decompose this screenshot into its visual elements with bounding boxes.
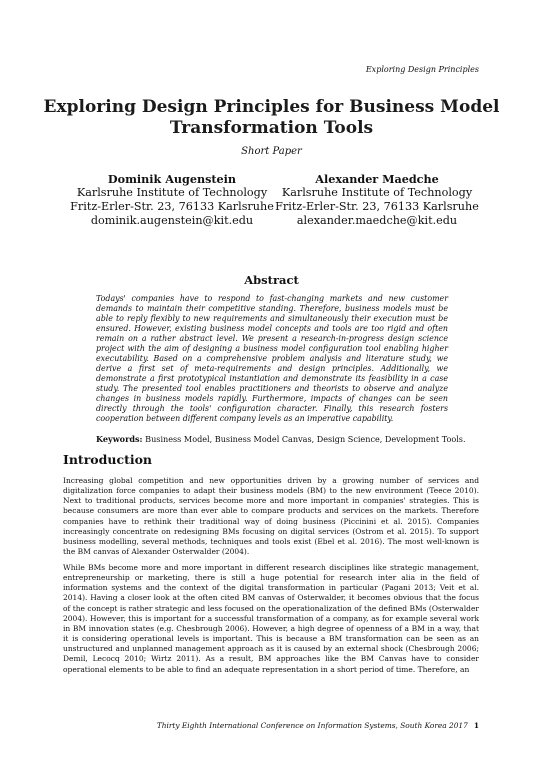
body-paragraph: While BMs become more and more important in different research disciplines like strategic management, entrepreneurship or marketing, there is still a huge potential for research inter alia in the field of information systems and the context of the digital transformation in particular (Pagani 2013; Veit et al. 2014). Having a closer look at the often cited BM canvas of Osterwalder, it becomes obvious that the focus of the concept is rather strategic and less focused on the operationalization of the defined BMs (Osterwalder 2004). However, this is important for a successful transformation of a company, as for example several work in BM innovation states (e.g. Chesbrough 2006). However, a high degree of openness of a BM in a way, that it is considering operational levels is important. This is because a BM transformation can be seen as an unstructured and unplanned management approach as it is caused by an external shock (Chesbrough 2006; Demil, Lecocq 2010; Wirtz 2011). As a result, BM approaches like the BM Canvas have to consider operational elements to be able to find an adequate representation in a short period of time. Therefore, an [63, 563, 479, 674]
keywords-text: Business Model, Business Model Canvas, Design Science, Development Tools. [145, 434, 466, 444]
running-head: Exploring Design Principles [365, 65, 479, 74]
abstract-heading: Abstract [244, 273, 299, 287]
author-email: dominik.augenstein@kit.edu [90, 214, 254, 227]
section-heading: Introduction [63, 452, 153, 467]
author-name: Dominik Augenstein [107, 172, 237, 186]
author-address: Fritz-Erler-Str. 23, 76133 Karlsruhe [70, 200, 274, 213]
author-address: Fritz-Erler-Str. 23, 76133 Karlsruhe [275, 200, 479, 213]
author-block [62, 172, 282, 228]
paper-title: Exploring Design Principles for Business Model Transformation Tools [43, 97, 500, 138]
page-number: 1 [473, 721, 479, 730]
footer-text: Thirty Eighth International Conference on Information Systems, South Korea 2017 [156, 721, 468, 730]
author-name: Alexander Maedche [315, 172, 439, 186]
keywords-line [96, 434, 476, 444]
author-affiliation: Karlsruhe Institute of Technology [76, 186, 268, 199]
author-email: alexander.maedche@kit.edu [296, 214, 458, 227]
abstract-text: Todays' companies have to respond to fast-changing markets and new customer demands to maintain their competitive standing. Therefore, business models must be able to reply flexibly to new requirements and simultaneously their execution must be ensured. However, existing business model concepts and tools are too rigid and often remain on a rather abstract level. We present a research-in-progress design science project with the aim of designing a business model configuration tool enabling higher executability. Based on a comprehensive problem analysis and literature study, we derive a first set of meta-requirements and design principles. Additionally, we demonstrate a first prototypical instantiation and demonstrate its feasibility in a case study. The presented tool enables practitioners and theorists to observe and analyze changes in business models rapidly. Furthermore, impacts of changes can be seen directly through the tools' configuration character. Finally, this research fosters cooperation between different company levels as an imperative capability. [96, 294, 448, 423]
author-block [262, 172, 492, 228]
paper-subtitle: Short Paper [241, 146, 302, 157]
keywords-label: Keywords: [96, 434, 143, 444]
author-affiliation: Karlsruhe Institute of Technology [281, 186, 473, 199]
body-paragraph: Increasing global competition and new opportunities driven by a growing number of services and digitalization force companies to adapt their business models (BM) to the new environment (Teece 2010). Next to traditional products, services become more and more important in companies' strategies. This is because consumers are more than ever able to compare products and services on the markets. Therefore companies have to rethink their traditional way of doing business (Piccinini et al. 2015). Companies increasingly concentrate on redesigning BMs focusing on digital services (Ostrom et al. 2015). To support business modelling, several methods, techniques and tools exist (Ebel et al. 2016). The most well-known is the BM canvas of Alexander Osterwalder (2004). [63, 476, 479, 557]
page-footer [157, 721, 479, 730]
